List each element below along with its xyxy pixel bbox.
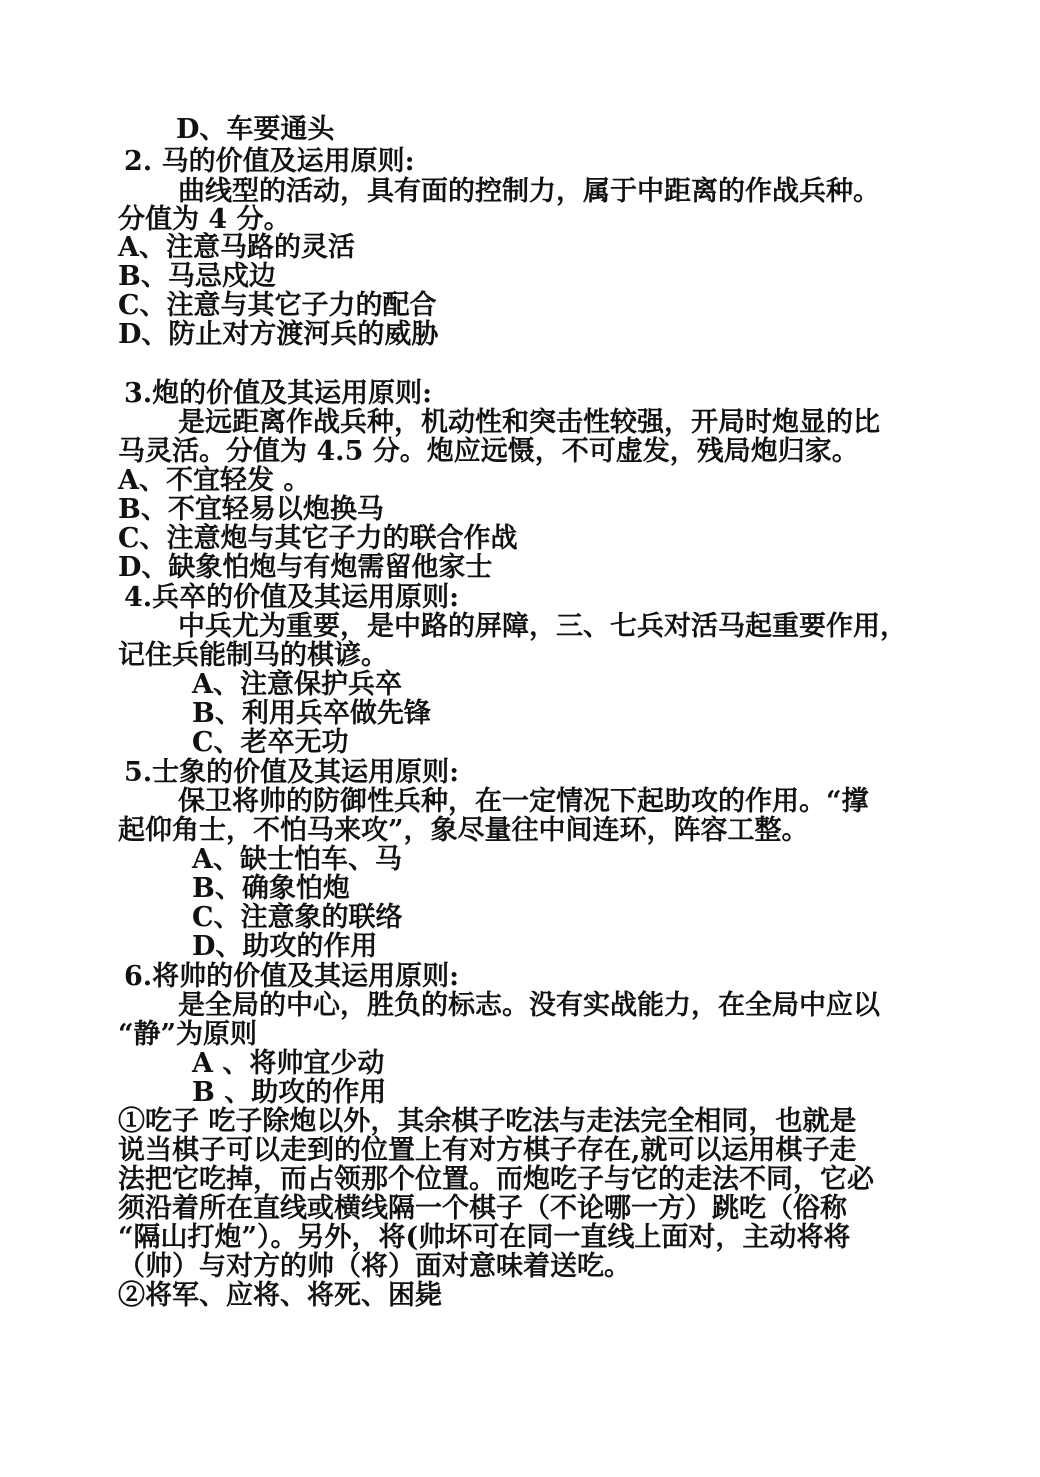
- text-line: 是远距离作战兵种，机动性和突击性较强，开局时炮显的比: [178, 407, 880, 438]
- list-item: A 、将帅宜少动: [192, 1048, 385, 1079]
- list-item: B、不宜轻易以炮换马: [118, 494, 384, 525]
- list-item: A、缺士怕车、马: [192, 844, 402, 875]
- list-item: B、马忌戍边: [118, 261, 276, 292]
- text-line: 记住兵能制马的棋谚。: [118, 640, 388, 671]
- section-heading-horse: 2. 马的价值及运用原则:: [124, 146, 415, 177]
- text-line: 保卫将帅的防御性兵种，在一定情况下起助攻的作用。“撑: [178, 786, 869, 817]
- list-item: C、注意炮与其它子力的联合作战: [118, 523, 518, 554]
- list-item: A、不宜轻发 。: [118, 465, 311, 496]
- list-item: D、助攻的作用: [192, 931, 378, 962]
- section-heading-general: 6.将帅的价值及其运用原则:: [124, 961, 460, 992]
- text-line: 起仰角士，不怕马来攻”，象尽量往中间连环，阵容工整。: [118, 815, 809, 846]
- text-line: （帅）与对方的帅（将）面对意味着送吃。: [118, 1251, 631, 1282]
- list-item: B、确象怕炮: [192, 873, 350, 904]
- text-line: 须沿着所在直线或横线隔一个棋子（不论哪一方）跳吃（俗称: [118, 1193, 847, 1224]
- text-line: 中兵尤为重要，是中路的屏障，三、七兵对活马起重要作用，: [178, 611, 907, 642]
- text-line: 曲线型的活动，具有面的控制力，属于中距离的作战兵种。: [178, 176, 880, 207]
- list-item: C、老卒无功: [192, 727, 349, 758]
- text-line: ②将军、应将、将死、困毙: [118, 1280, 442, 1311]
- text-line: 法把它吃掉，而占领那个位置。而炮吃子与它的走法不同，它必: [118, 1164, 874, 1195]
- text-line: 马灵活。分值为 4.5 分。炮应远慑，不可虚发，残局炮归家。: [118, 436, 859, 467]
- text-line: “隔山打炮”）。另外，将(帅坏可在同一直线上面对，主动将将: [118, 1222, 851, 1253]
- list-item: D、防止对方渡河兵的威胁: [118, 319, 439, 350]
- list-item: A、注意马路的灵活: [118, 232, 355, 263]
- list-item: C、注意象的联络: [192, 902, 403, 933]
- text-line: ①吃子 吃子除炮以外，其余棋子吃法与走法完全相同，也就是: [118, 1106, 857, 1137]
- list-item: B 、助攻的作用: [192, 1077, 387, 1108]
- text-line: 是全局的中心，胜负的标志。没有实战能力，在全局中应以: [178, 990, 880, 1021]
- list-item: B、利用兵卒做先锋: [192, 698, 431, 729]
- text-line: “静”为原则: [118, 1019, 258, 1050]
- text-line: 分值为 4 分。: [118, 204, 291, 235]
- list-item: A、注意保护兵卒: [192, 669, 402, 700]
- list-item: C、注意与其它子力的配合: [118, 290, 437, 321]
- section-heading-cannon: 3.炮的价值及其运用原则:: [124, 378, 433, 409]
- list-item: D、缺象怕炮与有炮需留他家士: [118, 552, 493, 583]
- section-heading-advisor-elephant: 5.士象的价值及其运用原则:: [124, 757, 460, 788]
- text-line: 说当棋子可以走到的位置上有对方棋子存在,就可以运用棋子走: [118, 1135, 857, 1166]
- text-line: D、车要通头: [176, 114, 335, 145]
- section-heading-soldier: 4.兵卒的价值及其运用原则:: [124, 582, 460, 613]
